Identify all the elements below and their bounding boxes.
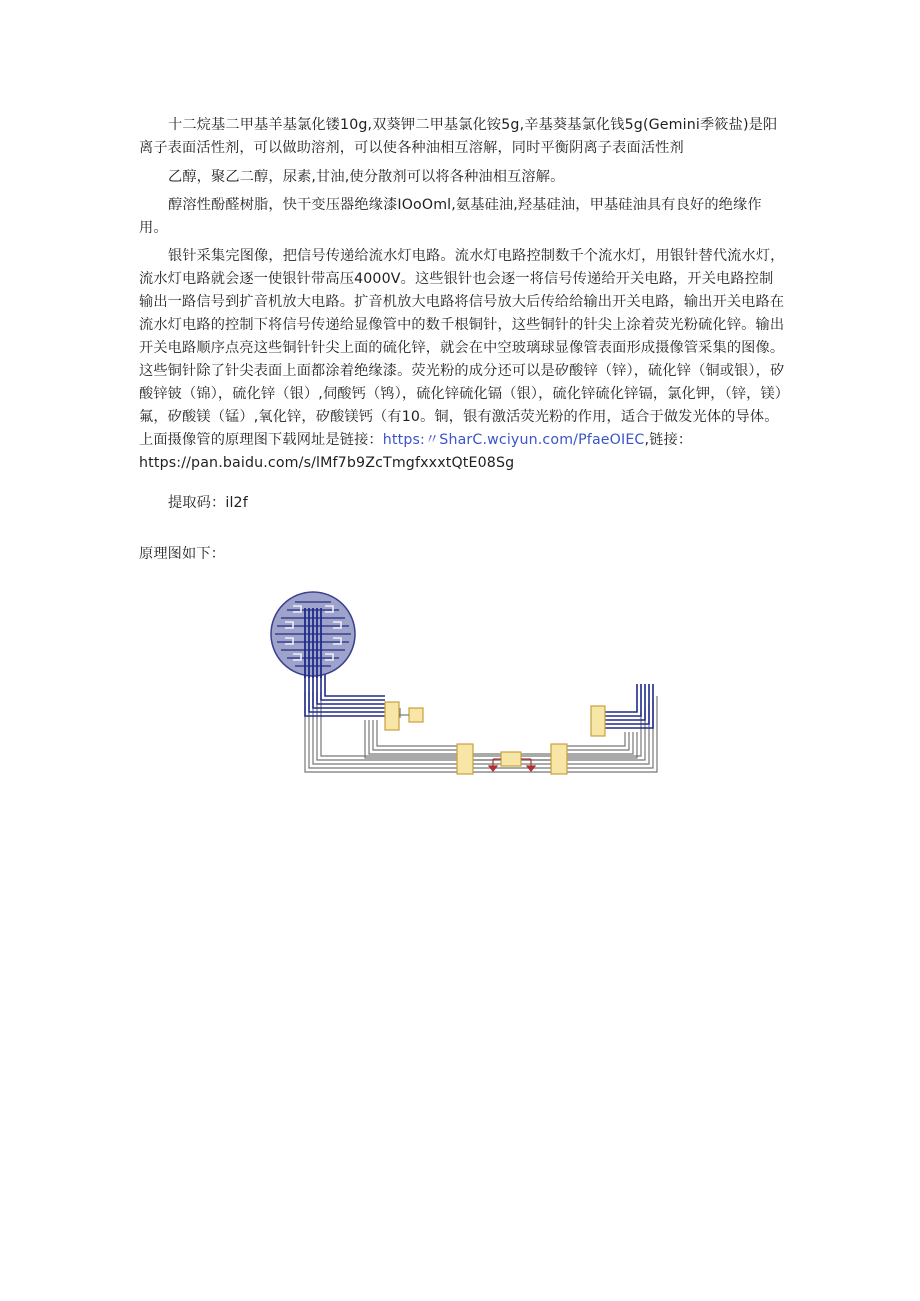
paragraph-tail: ,链接：https://pan.baidu.com/s/lMf7b9ZcTmgfxxxtQtE08Sg bbox=[139, 432, 693, 471]
diagram-caption: 原理图如下： bbox=[139, 546, 226, 562]
paragraph-text: 乙醇，聚乙二醇，尿素,甘油,使分散剂可以将各种油相互溶解。 bbox=[168, 169, 565, 185]
paragraph-solvents bbox=[139, 166, 787, 189]
paragraph-body: 银针采集完图像，把信号传递给流水灯电路。流水灯电路控制数千个流水灯，用银针替代流水灯，流水灯电路就会逐一使银针带高压4000V。这些银针也会逐一将信号传递给开关电路，开关电路控制输出一路信号到扩音机放大电路。扩音机放大电路将信号放大后传给给输出开关电路，输出开关电路在流水灯电路的控制下将信号传递给显像管中的数千根铜针，这些铜针的针尖上涂着荧光粉硫化锌。输出开关电路顺序点亮这些铜针针尖上面的硫化锌，就会在中空玻璃球显像管表面形成摄像管采集的图像。这些铜针除了针尖表面上面都涂着绝缘漆。荧光粉的成分还可以是矽酸锌（锌），硫化锌（铜或银），矽酸锌铍（锦），硫化锌（银）,伺酸钙（鸨），硫化锌硫化镉（银），硫化锌硫化锌镉，氯化钾，（锌，镁）氟，矽酸镁（锰）,氧化锌，矽酸镁钙（有10。铜，银有激活荧光粉的作用，适合于做发光体的导体。上面摄像管的原理图下载网址是链接： bbox=[139, 248, 785, 448]
blue-wire-bus-right bbox=[605, 684, 653, 728]
download-link[interactable]: https:〃SharC.wciyun.com/PfaeOIEC bbox=[382, 432, 645, 448]
extract-code-text: 提取码：il2f bbox=[168, 495, 248, 511]
paragraph-insulation bbox=[139, 194, 787, 240]
paragraph-text: 醇溶性酚醛树脂，快干变压器绝缘漆IOoOml,氨基硅油,羟基硅油，甲基硅油具有良好的绝缘作用。 bbox=[139, 197, 762, 236]
paragraph-surfactants bbox=[139, 114, 787, 160]
paragraph-diagram-caption bbox=[139, 543, 787, 566]
display-driver-circuit-icon bbox=[591, 706, 605, 736]
paragraph-extract-code bbox=[139, 492, 787, 515]
circuit-schematic-icon bbox=[265, 588, 665, 788]
paragraph-circuit-description bbox=[139, 245, 787, 475]
camera-tube-icon bbox=[271, 592, 355, 678]
paragraph-text: 十二烷基二甲基羊基氯化镂10g,双葵钾二甲基氯化铵5g,辛基葵基氯化钱5g(Gemini季筱盐)是阳离子表面活性剂，可以做助溶剂，可以使各种油相互溶解，同时平衡阴离子表面活性剂 bbox=[139, 117, 778, 156]
paragraph-text bbox=[139, 245, 787, 475]
output-switch-circuit-icon bbox=[551, 744, 567, 774]
running-light-circuit-icon bbox=[385, 702, 423, 730]
switch-circuit-icon bbox=[457, 744, 473, 774]
